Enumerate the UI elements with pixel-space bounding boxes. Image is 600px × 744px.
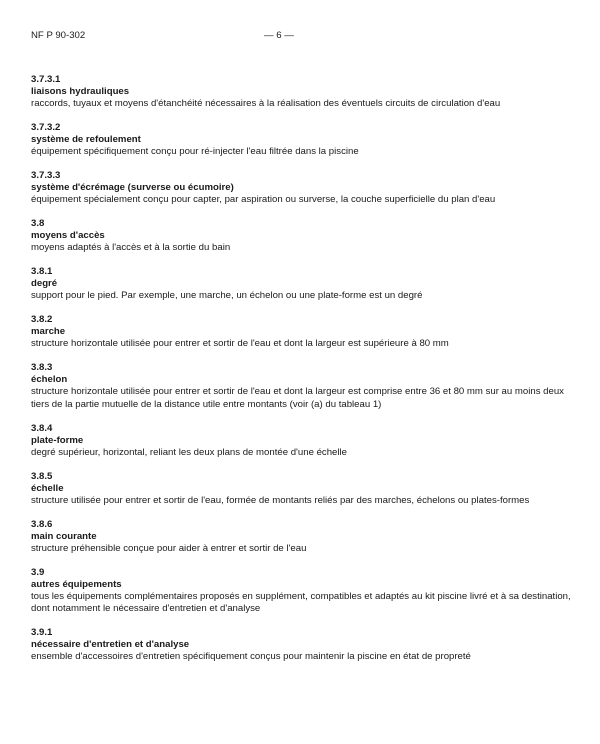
clause-number: 3.7.3.3 — [31, 170, 61, 181]
term: système d'écrémage (surverse ou écumoire) — [31, 182, 234, 193]
term: système de refoulement — [31, 134, 141, 145]
clause-number: 3.8 — [31, 218, 45, 229]
definition: structure horizontale utilisée pour entrer et sortir de l'eau et dont la largeur est supérieure à 80 mm — [31, 338, 449, 349]
definition-entry — [31, 218, 576, 255]
term: main courante — [31, 530, 97, 542]
term: marche — [31, 326, 66, 337]
clause-number: 3.9 — [31, 566, 45, 578]
definition: support pour le pied. Par exemple, une marche, un échelon ou une plate-forme est un degré — [31, 290, 423, 301]
definition-entry — [31, 627, 576, 664]
definition-entry — [31, 122, 576, 159]
definition: raccords, tuyaux et moyens d'étanchéité nécessaires à la réalisation des éventuels circuits de circulation d'eau — [31, 98, 501, 109]
definition: structure préhensible conçue pour aider à entrer et sortir de l'eau — [31, 542, 307, 554]
page-header — [31, 30, 569, 44]
page-number: — 6 — — [264, 30, 294, 41]
definition-entry — [31, 74, 576, 111]
clause-number: 3.8.5 — [31, 470, 53, 482]
term: moyens d'accès — [31, 230, 105, 241]
term: nécessaire d'entretien et d'analyse — [31, 639, 190, 650]
definition: degré supérieur, horizontal, reliant les deux plans de montée d'une échelle — [31, 446, 347, 458]
standard-reference: NF P 90-302 — [31, 30, 86, 41]
clause-number: 3.8.1 — [31, 266, 53, 277]
definition-entry — [31, 170, 576, 207]
definition-entry — [31, 266, 576, 303]
definition-entry — [31, 519, 576, 556]
definition: équipement spécifiquement conçu pour ré-injecter l'eau filtrée dans la piscine — [31, 146, 359, 157]
term: autres équipements — [31, 578, 122, 590]
definition: structure horizontale utilisée pour entrer et sortir de l'eau et dont la largeur est comprise entre 36 et 80 mm sur au moins deux tiers de la partie mutuelle de la distance utile entre montants (voir (a) du tableau 1) — [31, 386, 564, 410]
definition-entry — [31, 314, 576, 351]
term: échelon — [31, 374, 68, 385]
clause-number: 3.8.2 — [31, 314, 53, 325]
definition: tous les équipements complémentaires proposés en supplément, compatibles et adaptés au kit piscine livré et à sa destination, dont notamment le nécessaire d'entretien et d'analyse — [31, 590, 571, 614]
term: échelle — [31, 482, 64, 494]
clause-number: 3.9.1 — [31, 627, 53, 638]
definitions-list — [31, 74, 576, 675]
clause-number: 3.8.4 — [31, 422, 53, 434]
clause-number: 3.8.6 — [31, 518, 53, 530]
definition: ensemble d'accessoires d'entretien spécifiquement conçus pour maintenir la piscine en état de propreté — [31, 651, 471, 662]
clause-number: 3.7.3.1 — [31, 74, 61, 85]
definition-entry — [31, 567, 576, 616]
clause-number: 3.8.3 — [31, 362, 53, 373]
definition: structure utilisée pour entrer et sortir de l'eau, formée de montants reliés par des marches, échelons ou plates-formes — [31, 494, 530, 506]
term: plate-forme — [31, 434, 84, 446]
definition-entry — [31, 362, 576, 411]
term: liaisons hydrauliques — [31, 86, 130, 97]
definition-entry — [31, 423, 576, 460]
term: degré — [31, 278, 58, 289]
definition: moyens adaptés à l'accès et à la sortie du bain — [31, 242, 231, 253]
clause-number: 3.7.3.2 — [31, 122, 61, 133]
definition-entry — [31, 471, 576, 508]
definition: équipement spécialement conçu pour capter, par aspiration ou surverse, la couche superficielle du plan d'eau — [31, 194, 496, 205]
